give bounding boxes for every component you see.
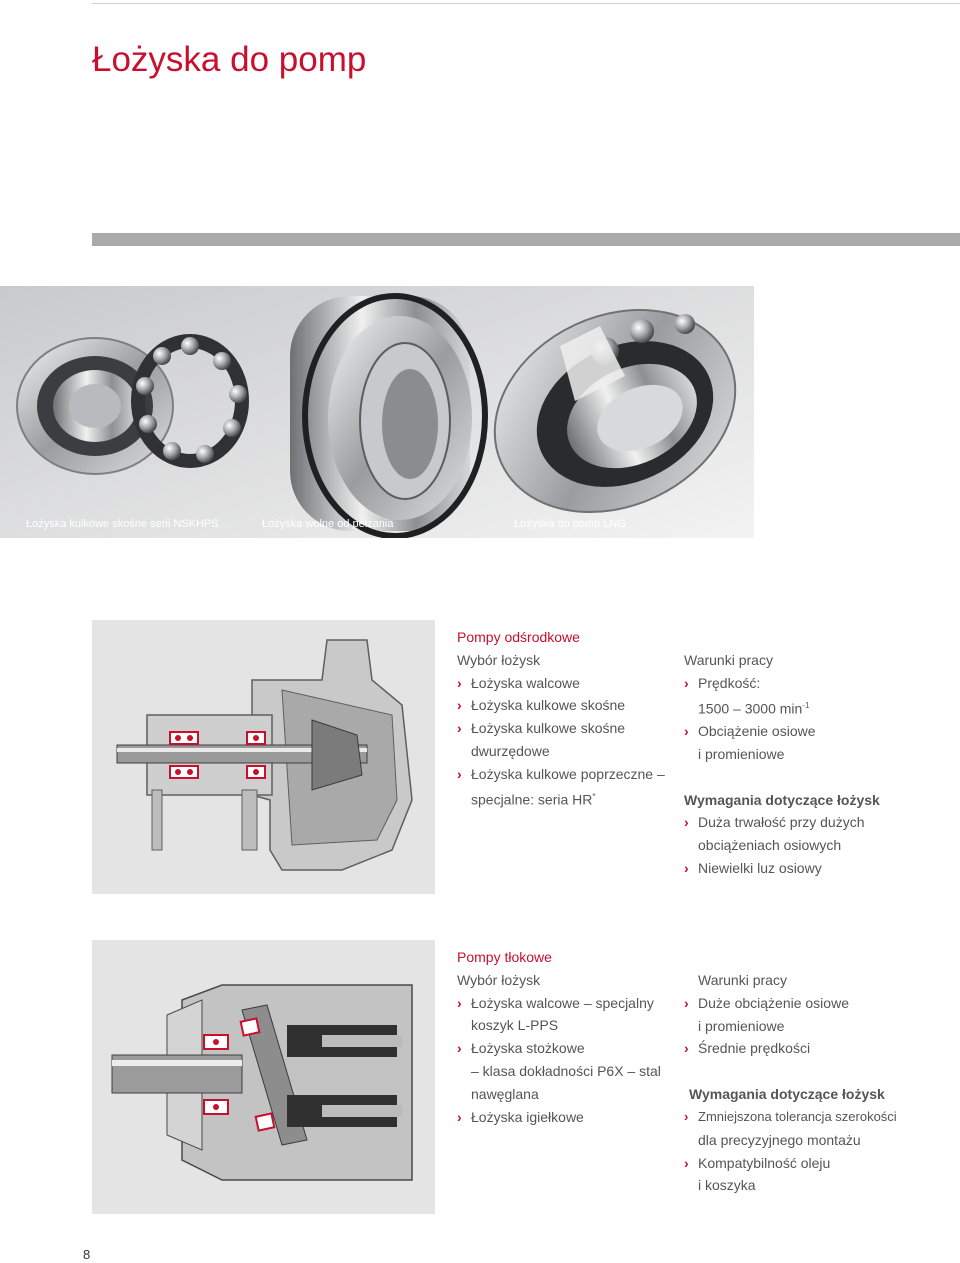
piston-requirements-heading: Wymagania dotyczące łożysk [689,1086,885,1103]
bullet-icon: › [684,1040,689,1057]
list-item-continuation: i promieniowe [698,1017,785,1034]
list-item-continuation: i koszyka [698,1177,756,1194]
bullet-icon: › [457,1040,462,1057]
list-item-continuation: – klasa dokładności P6X – stal [471,1062,661,1079]
bullet-icon: › [457,994,462,1011]
list-item-continuation: koszyk L-PPS [471,1017,559,1034]
page-title: Łożyska do pomp [92,40,367,79]
top-rule [92,3,960,4]
bullet-icon: › [684,1108,689,1124]
centrifugal-pump-drawing [92,620,435,894]
bullet-icon: › [684,674,689,691]
bullet-icon: › [457,765,462,782]
photo-caption-nskhps: Łożyska kulkowe skośne serii NSKHPS [26,518,219,530]
list-item: › Niewielki luz osiowy [684,857,880,880]
list-item-continuation: obciążeniach osiowych [698,837,842,854]
list-item: › Prędkość: [684,672,880,695]
bullet-icon: › [684,814,689,831]
piston-heading: Pompy tłokowe [457,949,552,965]
list-item-continuation: 1500 – 3000 $\min^{-1}$ [698,700,810,717]
section-divider-bar [92,233,960,246]
centrifugal-selection-column [457,626,665,811]
list-item: › Duże obciążenie osiowe [684,992,897,1015]
list-item-continuation: nawęglana [471,1085,539,1102]
list-item: › Łożyska kulkowe poprzeczne – [457,763,665,786]
bearings-photo [0,286,754,538]
centrifugal-heading: Pompy odśrodkowe [457,629,580,645]
bullet-icon: › [684,723,689,740]
centrifugal-conditions-column [684,649,880,880]
piston-conditions-heading: Warunki pracy [698,972,787,988]
bullet-icon: › [457,697,462,714]
list-item: › Zmniejszona tolerancja szerokości [684,1106,897,1129]
bullet-icon: › [457,1108,462,1125]
list-item-continuation: specjalne: seria HR* [471,791,596,808]
list-item-continuation: i promieniowe [698,745,785,762]
list-item: › Łożyska kulkowe skośne [457,717,665,740]
list-item: › Łożyska igiełkowe [457,1106,661,1129]
centrifugal-selection-heading: Wybór łożysk [457,651,541,668]
list-item: › Łożyska stożkowe [457,1037,661,1060]
list-item: › Łożyska kulkowe skośne [457,694,665,717]
piston-pump-drawing [92,940,435,1214]
list-item-continuation: dla precyzyjnego montażu [698,1131,861,1148]
footnote-marker: * [592,791,596,801]
page-number: 8 [83,1247,91,1262]
centrifugal-pump-illustration [92,620,435,894]
photo-caption-creep-free: Łożyska wolne od pełzania [262,518,394,530]
list-item: › Łożyska walcowe [457,672,665,695]
list-item: › Łożyska walcowe – specjalny [457,992,661,1015]
exponent: -1 [802,700,810,710]
list-item: › Obciążenie osiowe [684,720,880,743]
centrifugal-conditions-heading: Warunki pracy [684,652,773,668]
piston-pump-illustration [92,940,435,1214]
piston-selection-column [457,946,661,1128]
list-item: › Duża trwałość przy dużych [684,811,880,834]
bearings-illustration [0,286,754,538]
bullet-icon: › [457,720,462,737]
bullet-icon: › [684,1154,689,1171]
list-item: › Średnie prędkości [684,1037,897,1060]
photo-caption-lng: Łożyska do pomp LNG [514,518,626,530]
piston-selection-heading: Wybór łożysk [457,971,541,988]
bullet-icon: › [684,860,689,877]
list-item-continuation: dwurzędowe [471,742,550,759]
list-item: › Kompatybilność oleju [684,1152,897,1175]
centrifugal-requirements-heading: Wymagania dotyczące łożysk [684,791,880,808]
bullet-icon: › [457,674,462,691]
bullet-icon: › [684,994,689,1011]
piston-conditions-column [684,969,897,1197]
